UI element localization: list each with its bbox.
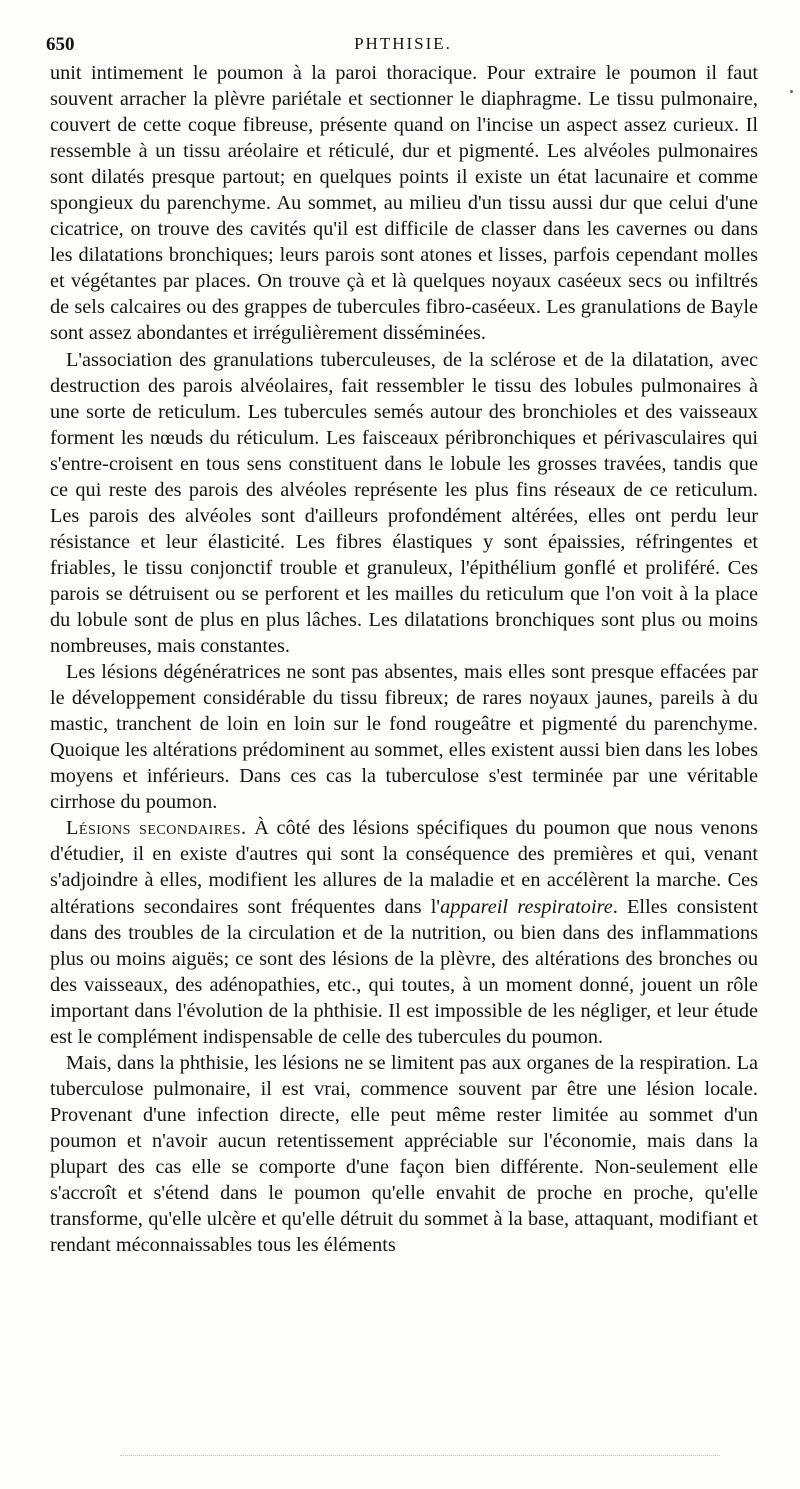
page-number: 650: [46, 34, 75, 55]
paragraph-4: [50, 815, 758, 1049]
section-heading-lesions-secondaires: Lésions secondaires.: [66, 817, 247, 840]
paragraph-2: L'association des granulations tuberculeuses, de la sclérose et de la dilatation, avec destruction des parois alvéolaires, fait ressembler le tissu des lobules pulmonaires à une sorte de reticulum. Les tubercules semés autour des bronchioles et des vaisseaux forment les nœuds du réticulum. Les faisceaux péribronchiques et périvasculaires qui s'entre-croisent en tous sens constituent dans le lobule les grosses travées, tandis que ce qui reste des parois des alvéoles représente les plus fins réseaux de ce reticulum. Les parois des alvéoles sont d'ailleurs profondément altérées, elles ont perdu leur résistance et leur élasticité. Les fibres élastiques y sont épaissies, réfringentes et friables, le tissu conjonctif trouble et granuleux, l'épithélium gonflé et proliféré. Ces parois se détruisent ou se perforent et les mailles du reticulum que l'on voit à la place du lobule sont de plus en plus lâches. Les dilatations bronchiques sont plus ou moins nombreuses, mais constantes.: [50, 348, 758, 658]
paragraph-4-text-b: . Elles consistent dans des troubles de la circulation et de la nutrition, ou bien dans des inflammations plus ou moins aiguës; ce sont des lésions de la plèvre, des altérations des bronches ou des vaisseaux, des adénopathies, etc., qui toutes, à un moment donné, jouent un rôle important dans l'évolution de la phthisie. Il est impossible de les négliger, et leur étude est le complément indispensable de celle des tubercules du poumon.: [50, 895, 758, 1048]
running-title: PHTHISIE.: [354, 34, 452, 53]
paragraph-3: Les lésions dégénératrices ne sont pas absentes, mais elles sont presque effacées par le développement considérable du tissu fibreux; de rares noyaux jaunes, pareils à du mastic, tranchent de loin en loin sur le fond rougeâtre et pigmenté du parenchyme. Quoique les altérations prédominent au sommet, elles existent aussi bien dans les lobes moyens et inférieurs. Dans ces cas la tuberculose s'est terminée par une véritable cirrhose du poumon.: [50, 661, 758, 814]
paragraph-4-italic: appareil respiratoire: [440, 895, 613, 918]
page-header: [46, 34, 760, 60]
scan-artifact-dotted-line: [120, 1455, 720, 1460]
body-text: [50, 60, 758, 1258]
paragraph-4-text-a: À côté des lésions spécifiques du poumon que nous venons d'étudier, il en existe d'autres qui sont la conséquence des premières et qui, venant s'adjoindre à elles, modifient les allures de la maladie et en accélèrent la marche. Ces altérations secondaires sont fréquentes dans l': [50, 817, 758, 918]
scan-speck: [790, 90, 793, 93]
paragraph-1: unit intimement le poumon à la paroi thoracique. Pour extraire le poumon il faut souvent arracher la plèvre pariétale et sectionner le diaphragme. Le tissu pulmonaire, couvert de cette coque fibreuse, présente quand on l'incise un aspect assez curieux. Il ressemble à un tissu aréolaire et réticulé, dur et pigmenté. Les alvéoles pulmonaires sont dilatés presque partout; en quelques points il existe un état lacunaire et comme spongieux du parenchyme. Au sommet, au milieu d'un tissu aussi dur que celui d'une cicatrice, on trouve des cavités qu'il est difficile de classer dans les cavernes ou dans les dilatations bronchiques; leurs parois sont atones et lisses, parfois cependant molles et végétantes par places. On trouve çà et là quelques noyaux caséeux secs ou infiltrés de sels calcaires ou des grappes de tubercules fibro-caséeux. Les granulations de Bayle sont assez abondantes et irrégulièrement disséminées.: [50, 62, 758, 345]
paragraph-5: Mais, dans la phthisie, les lésions ne se limitent pas aux organes de la respiration. La tuberculose pulmonaire, il est vrai, commence souvent par être une lésion locale. Provenant d'une infection directe, elle peut même rester limitée au sommet d'un poumon et n'avoir aucun retentissement appréciable sur l'économie, mais dans la plupart des cas elle se comporte d'une façon bien différente. Non-seulement elle s'accroît et s'étend dans le poumon qu'elle envahit de proche en proche, qu'elle transforme, qu'elle ulcère et qu'elle détruit du sommet à la base, attaquant, modifiant et rendant méconnaissables tous les éléments: [50, 1051, 758, 1257]
